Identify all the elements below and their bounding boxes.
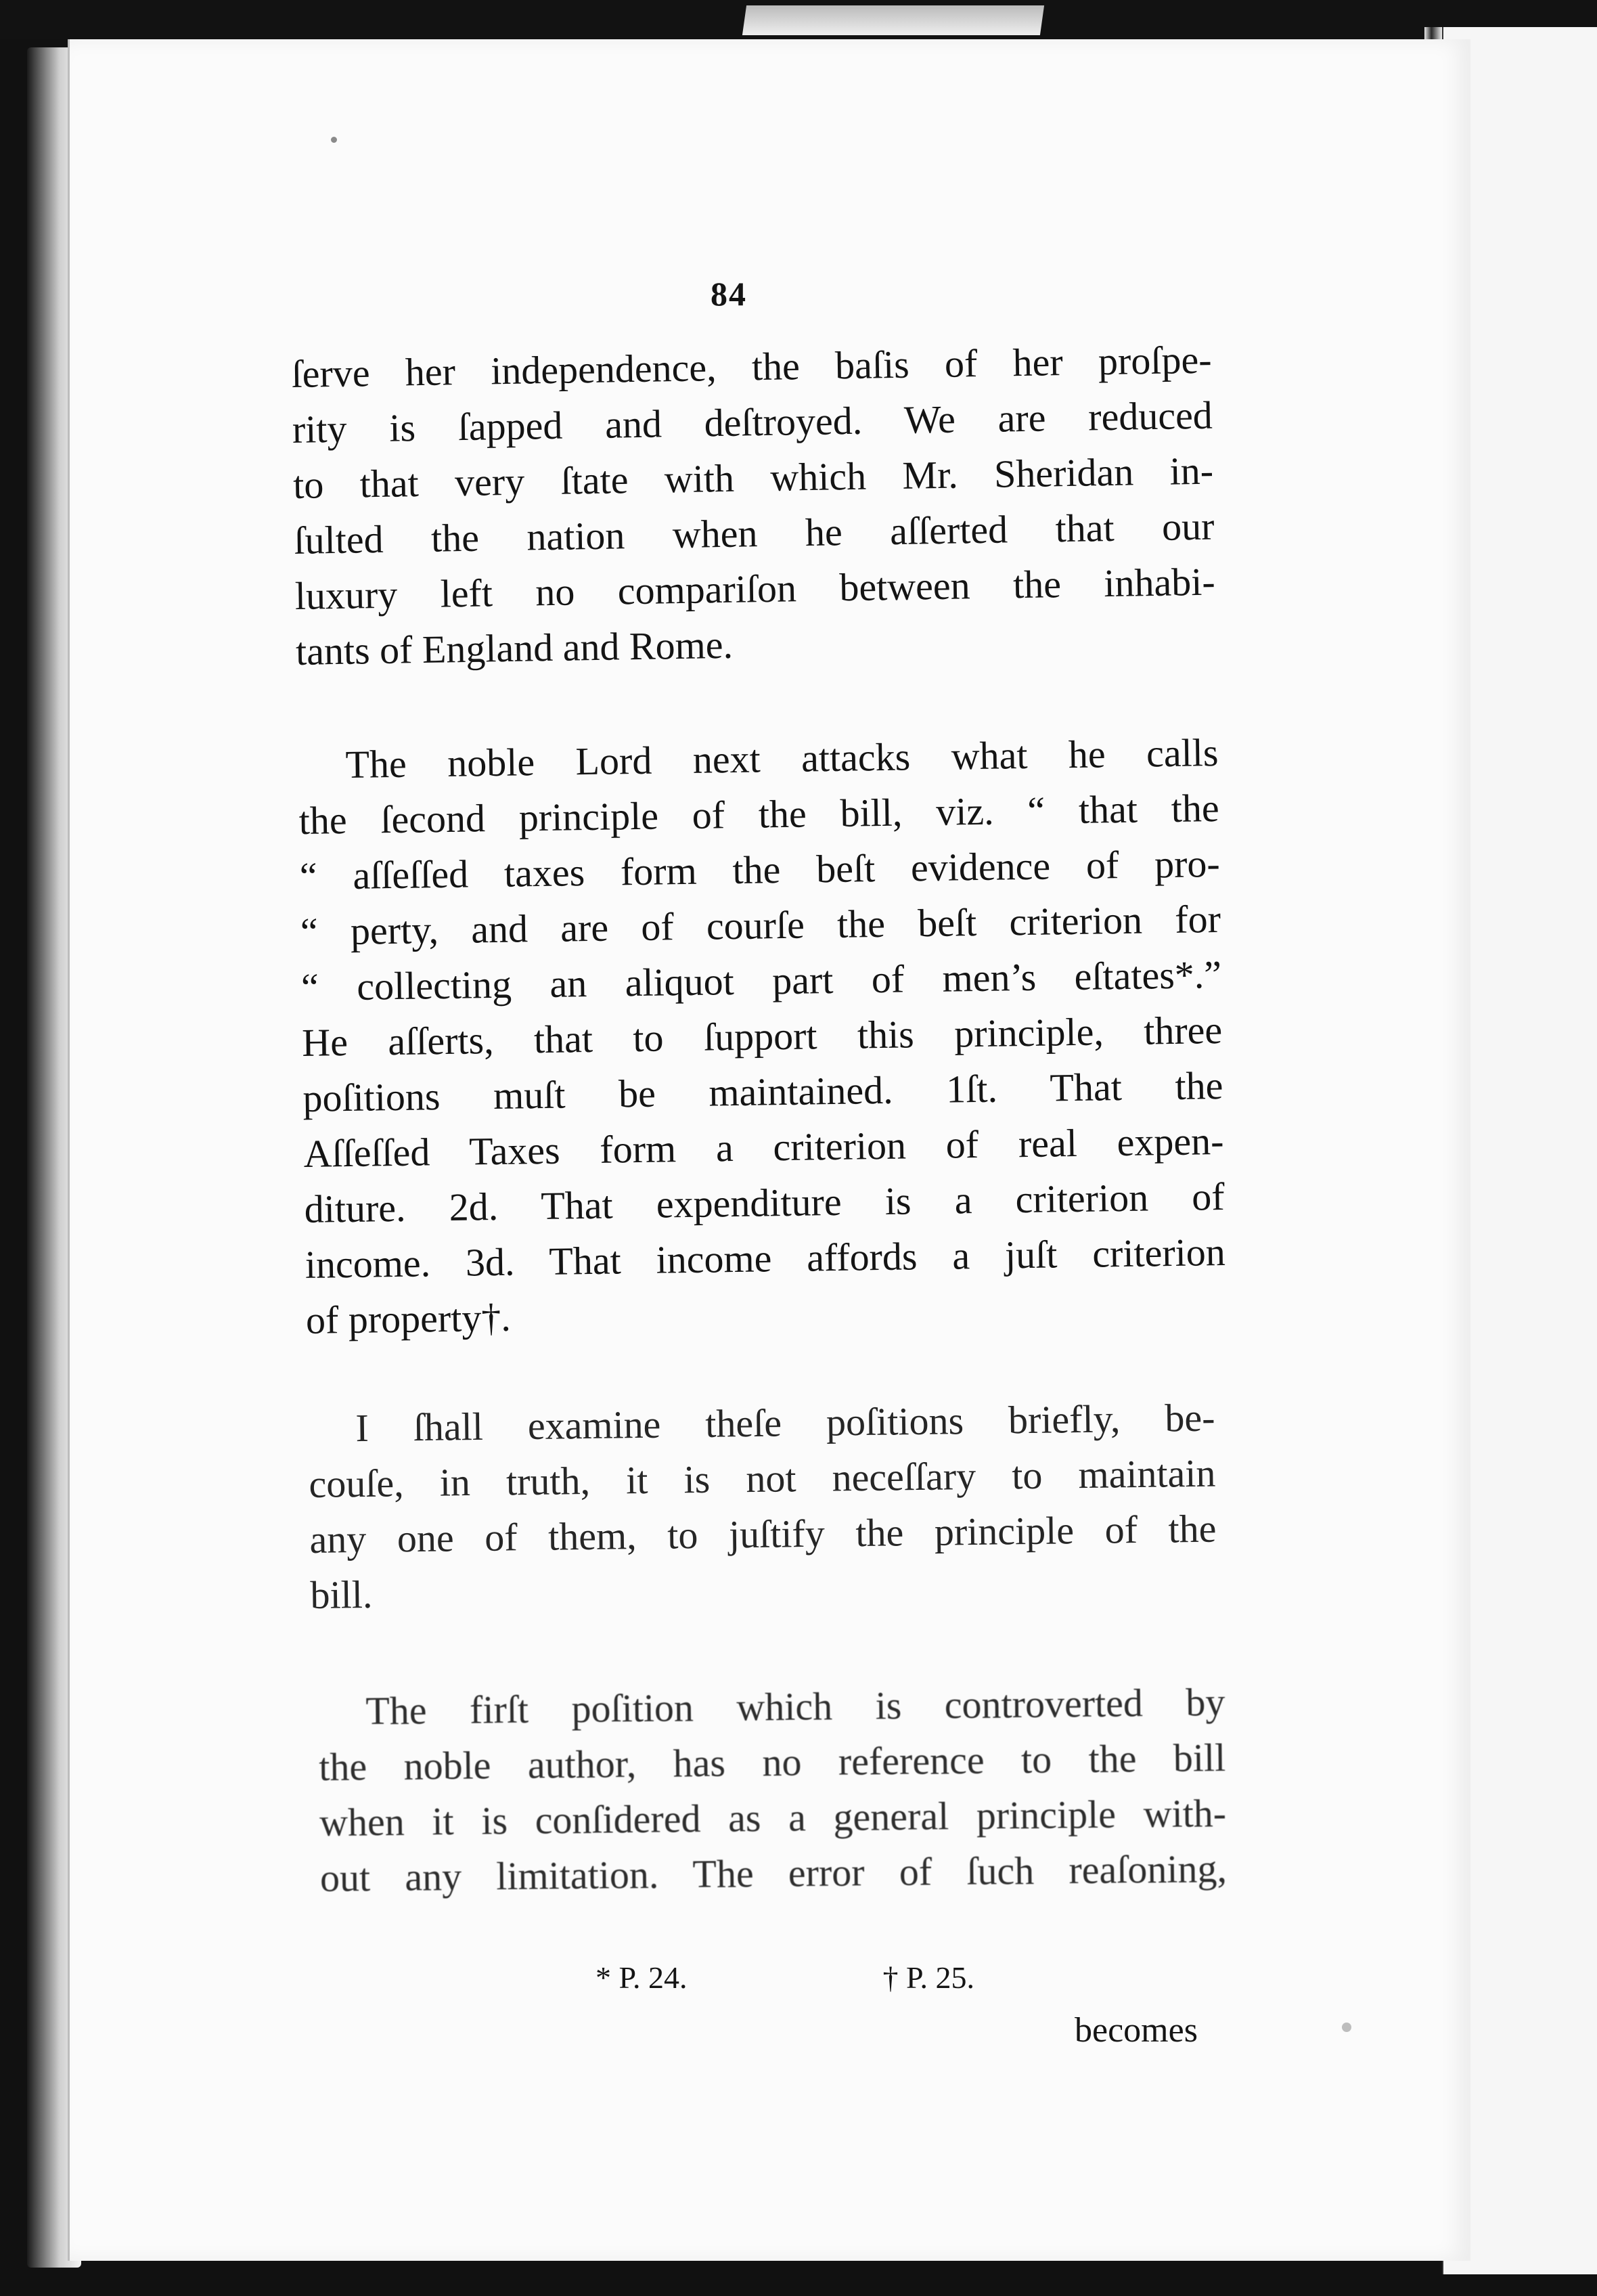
text-line: The firſt poſition which is controverted by: [365, 1679, 1225, 1734]
paragraph-3: [308, 1390, 1217, 1623]
text-line: “ aſſeſſed taxes form the beſt evidence of pro-: [299, 841, 1221, 898]
text-line: ſerve her independence, the baſis of her proſpe-: [291, 337, 1212, 396]
text-line: “ perty, and are of courſe the beſt criterion for: [300, 896, 1221, 954]
text-line: rity is ſapped and deſtroyed. We are reduced: [292, 393, 1213, 451]
text-line: tants of England and Rome.: [295, 622, 734, 674]
footnotes: [595, 1960, 974, 1995]
text-line: income. 3d. That income affords a juſt criterion: [305, 1229, 1226, 1287]
text-line: of property†.: [305, 1295, 512, 1342]
text-line: I ſhall examine theſe poſitions briefly, be-: [355, 1395, 1215, 1451]
paper-speck: [331, 137, 337, 143]
text-line: out any limitation. The error of ſuch reaſoning,: [319, 1846, 1228, 1900]
text-line: poſitions muſt be maintained. 1ſt. That the: [302, 1063, 1223, 1120]
footnote-2: † P. 25.: [882, 1960, 974, 1995]
text-line: couſe, in truth, it is not neceſſary to maintain: [309, 1451, 1216, 1506]
paragraph-2: [298, 725, 1226, 1348]
page-tab-edge: [742, 5, 1044, 35]
footnote-1: * P. 24.: [595, 1960, 688, 1995]
text-line: He aſſerts, that to ſupport this principle, three: [301, 1007, 1223, 1065]
catchword: becomes: [1075, 2011, 1198, 2050]
text-line: the noble author, has no reference to the bill: [318, 1735, 1226, 1789]
text-line: The noble Lord next attacks what he calls: [345, 730, 1219, 787]
page-number: 84: [711, 275, 747, 313]
text-line: to that very ſtate with which Mr. Sheridan in-: [292, 448, 1214, 507]
scan-top-border: [0, 0, 1597, 39]
text-line: ſulted the nation when he aſſerted that our: [293, 504, 1215, 562]
text-line: bill.: [310, 1572, 373, 1617]
text-line: the ſecond principle of the bill, viz. “ that the: [298, 786, 1220, 843]
text-line: luxury left no compariſon between the inhabi-: [294, 559, 1216, 618]
text-line: “ collecting an aliquot part of men’s eſtates*.”: [300, 952, 1222, 1009]
text-line: any one of them, to juſtify the principle of the: [309, 1506, 1217, 1562]
paragraph-4: [318, 1675, 1227, 1906]
paragraph-1: [291, 332, 1217, 680]
paper-speck: [1342, 2023, 1351, 2032]
text-line: when it is conſidered as a general principle with-: [319, 1790, 1227, 1845]
text-line: diture. 2d. That expenditure is a criterion of: [304, 1174, 1225, 1231]
text-line: Aſſeſſed Taxes form a criterion of real expen-: [303, 1118, 1224, 1176]
